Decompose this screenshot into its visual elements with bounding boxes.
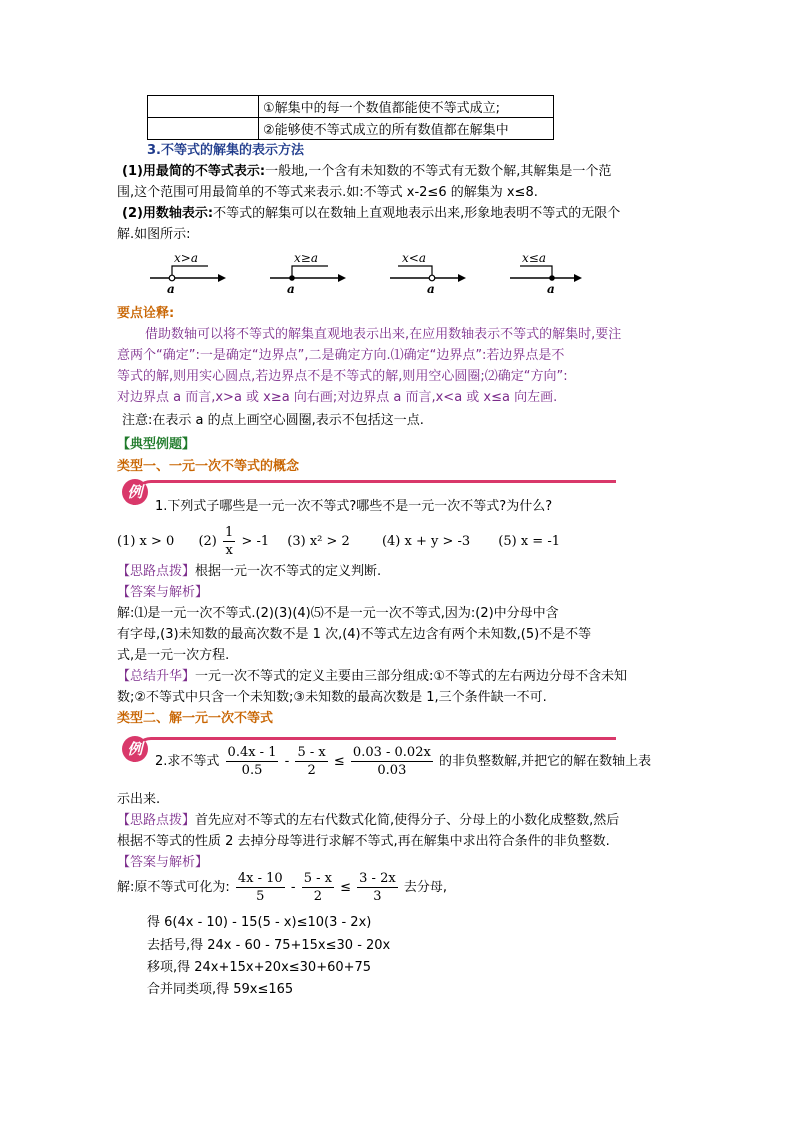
number-line-point: a (547, 282, 555, 296)
denominator: 0.03 (377, 763, 407, 778)
answer-label: 【答案与解析】 (117, 855, 209, 870)
fraction (236, 870, 285, 905)
example-badge: 例 (122, 736, 148, 762)
paragraph (122, 203, 682, 224)
option-4: (4) x + y > -3 (381, 534, 471, 549)
hint-label: 【思路点拨】 (117, 564, 196, 579)
paragraph-text: 不等式的解集可以在数轴上直观地表示出来,形象地表明不等式的无限个 (213, 206, 621, 221)
numerator: 5 - x (297, 745, 326, 760)
paragraph-text: 一般地,一个含有未知数的不等式有无数个解,其解集是一个范 (265, 164, 612, 179)
denominator: 2 (307, 763, 316, 778)
paragraph-label: (1)用最简的不等式表示: (122, 164, 266, 179)
denominator: x (225, 543, 233, 558)
option-2-rhs: > -1 (241, 534, 270, 549)
solution-intro (117, 870, 677, 906)
summary (117, 666, 677, 687)
fraction (226, 744, 279, 779)
answer-line: 有字母,(3)未知数的最高次数不是 1 次,(4)不等式左边含有两个未知数,(5)不是不等 (117, 627, 592, 642)
table-cell-2: ②能够使不等式成立的所有数值都在解集中 (259, 118, 554, 140)
hint (117, 561, 677, 582)
operator: - (290, 880, 296, 895)
paragraph-label: (2)用数轴表示: (122, 206, 214, 221)
question-line: 示出来. (117, 792, 161, 807)
number-line-label: x>a (174, 251, 198, 265)
number-line-ge (270, 251, 346, 296)
fraction (295, 744, 327, 779)
paragraph-line: 解.如图所示: (117, 227, 191, 242)
operator: - (284, 754, 290, 769)
keypoints-line: 对边界点 a 而言,x>a 或 x≥a 向右画;对边界点 a 而言,x<a 或 x≤a 向左画. (117, 390, 558, 405)
numerator: 0.03 - 0.02x (352, 745, 431, 760)
summary-label: 【总结升华】 (117, 669, 196, 684)
hint (117, 810, 677, 831)
numerator: 0.4x - 1 (227, 745, 277, 760)
solution-step: 得 6(4x - 10) - 15(5 - x)≤10(3 - 2x) (147, 915, 372, 930)
fraction (357, 870, 398, 905)
solution-prefix: 解:原不等式可化为: (117, 880, 230, 895)
option-5: (5) x = -1 (498, 534, 560, 549)
question: 1.下列式子哪些是一元一次不等式?哪些不是一元一次不等式?为什么? (155, 499, 553, 514)
number-line-gt (150, 251, 226, 296)
paragraph (122, 161, 682, 182)
answer-line: 式,是一元一次方程. (117, 648, 230, 663)
table-cell-1: ①解集中的每一个数值都能使不等式成立; (259, 96, 554, 118)
keypoints-line: 等式的解,则用实心圆点,若边界点不是不等式的解,则用空心圆圈;⑵确定“方向”: (117, 369, 568, 384)
operator: ≤ (340, 880, 352, 895)
keypoints-line: 意两个“确定”:一是确定“边界点”,二是确定方向.⑴确定“边界点”:若边界点是不 (117, 348, 565, 363)
options-row (117, 524, 677, 564)
operator: ≤ (333, 754, 345, 769)
option-1: (1) x > 0 (117, 534, 175, 549)
table-empty-cell (148, 118, 259, 140)
answer-line: 解:⑴是一元一次不等式.(2)(3)(4)⑸不是一元一次不等式,因为:(2)中分母中含 (117, 606, 559, 621)
number-line-le (510, 251, 582, 296)
note-line: 注意:在表示 a 的点上画空心圆圈,表示不包括这一点. (122, 413, 424, 428)
numerator: 1 (225, 525, 234, 540)
number-line-label: x≤a (522, 251, 546, 265)
fraction (223, 524, 235, 559)
number-lines-figure (140, 248, 600, 298)
keypoints-heading: 要点诠释: (117, 306, 175, 321)
denominator: 0.5 (241, 763, 263, 778)
type1-heading: 类型一、一元一次不等式的概念 (117, 459, 300, 474)
number-line-point: a (287, 282, 295, 296)
definition-table (147, 95, 554, 140)
hint-line: 根据不等式的性质 2 去掉分母等进行求解不等式,再在解集中求出符合条件的非负整数. (117, 834, 610, 849)
hint-text: 根据一元一次不等式的定义判断. (195, 564, 382, 579)
numerator: 4x - 10 (237, 871, 283, 886)
table-empty-cell (148, 96, 259, 118)
number-line-lt (390, 251, 466, 296)
solution-step: 合并同类项,得 59x≤165 (147, 982, 294, 997)
fraction (302, 870, 334, 905)
denominator: 5 (256, 889, 265, 904)
question (155, 744, 715, 780)
denominator: 2 (313, 889, 322, 904)
keypoints-line: 借助数轴可以将不等式的解集直观地表示出来,在应用数轴表示不等式的解集时,要注 (145, 327, 622, 342)
question-suffix: 的非负整数解,并把它的解在数轴上表 (438, 754, 652, 769)
numerator: 3 - 2x (359, 871, 396, 886)
option-3: (3) x² > 2 (287, 534, 350, 549)
option-2-label: (2) (198, 534, 217, 549)
summary-line: 数;②不等式中只含一个未知数;③未知数的最高次数是 1,三个条件缺一不可. (117, 690, 547, 705)
number-line-point: a (427, 282, 435, 296)
summary-text: 一元一次不等式的定义主要由三部分组成:①不等式的左右两边分母不含未知 (195, 669, 628, 684)
solution-step: 移项,得 24x+15x+20x≤30+60+75 (147, 960, 372, 975)
denominator: 3 (373, 889, 382, 904)
question-prefix: 2.求不等式 (155, 754, 220, 769)
fraction (351, 744, 433, 779)
numerator: 5 - x (303, 871, 332, 886)
solution-step: 去括号,得 24x - 60 - 75+15x≤30 - 20x (147, 938, 391, 953)
examples-heading: 【典型例题】 (117, 437, 196, 452)
number-line-point: a (167, 282, 175, 296)
number-line-label: x≥a (294, 251, 318, 265)
answer-label: 【答案与解析】 (117, 585, 209, 600)
section-heading: 3.不等式的解集的表示方法 (147, 143, 304, 158)
hint-label: 【思路点拨】 (117, 813, 196, 828)
example-badge: 例 (122, 479, 148, 505)
paragraph-line: 围,这个范围可用最简单的不等式来表示.如:不等式 x-2≤6 的解集为 x≤8. (117, 185, 538, 200)
type2-heading: 类型二、解一元一次不等式 (117, 711, 274, 726)
solution-suffix: 去分母, (403, 880, 447, 895)
hint-text: 首先应对不等式的左右代数式化简,使得分子、分母上的小数化成整数,然后 (195, 813, 620, 828)
number-line-label: x<a (402, 251, 426, 265)
